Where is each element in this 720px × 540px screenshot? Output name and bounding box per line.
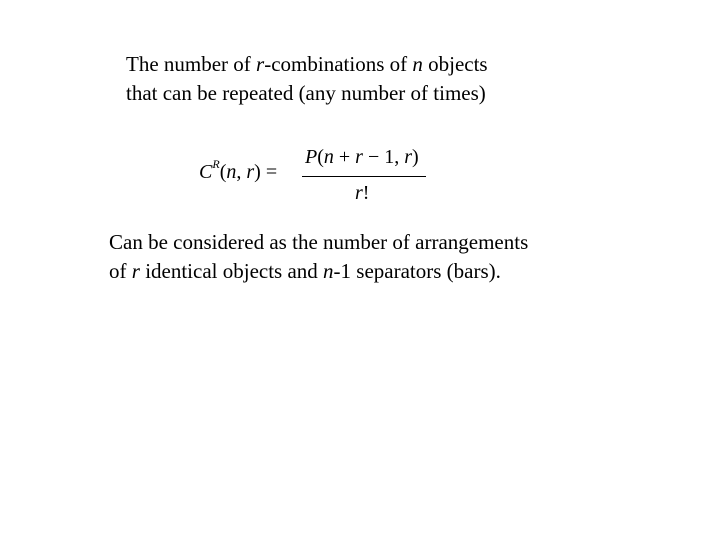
denominator-factorial: !: [362, 182, 370, 204]
numerator-minus-one: − 1,: [362, 146, 405, 168]
intro-line-1: [126, 50, 488, 79]
intro-line-1-part-3: objects: [422, 52, 488, 76]
intro-text: [126, 50, 488, 108]
conclusion-line-2-part-1: of: [109, 259, 132, 283]
variable-n: n: [412, 52, 423, 76]
numerator-r: r: [355, 146, 363, 168]
conclusion-line-2-part-3: -1 separators (bars).: [333, 259, 501, 283]
numerator-close-paren: ): [412, 146, 419, 168]
formula-c-symbol: C: [199, 161, 213, 183]
combination-formula: [199, 146, 439, 208]
intro-line-1-part-2: -combinations of: [264, 52, 413, 76]
formula-equals: =: [260, 161, 278, 183]
denominator-r: r: [355, 182, 363, 204]
variable-n: n: [323, 259, 334, 283]
formula-denominator: [355, 182, 369, 205]
numerator-n: n: [323, 146, 334, 168]
formula-comma: ,: [236, 161, 247, 183]
conclusion-line-2-part-2: identical objects and: [139, 259, 324, 283]
fraction-bar: [302, 176, 426, 177]
variable-r: r: [256, 52, 265, 76]
numerator-plus: +: [333, 146, 356, 168]
numerator-open-paren: (: [317, 146, 324, 168]
intro-line-2: that can be repeated (any number of times): [126, 81, 486, 105]
conclusion-text: [109, 228, 528, 286]
conclusion-line-2: [109, 257, 528, 286]
formula-open-paren: (: [219, 161, 227, 183]
formula-n: n: [226, 161, 237, 183]
formula-close-paren: ): [254, 161, 261, 183]
conclusion-line-1: Can be considered as the number of arrangements: [109, 230, 529, 254]
numerator-r2: r: [404, 146, 413, 168]
intro-line-1-part-1: The number of: [126, 52, 257, 76]
formula-numerator: [305, 146, 419, 169]
variable-r: r: [131, 259, 140, 283]
formula-r-superscript: R: [212, 157, 220, 171]
formula-r: r: [246, 161, 255, 183]
numerator-p: P: [305, 146, 318, 168]
formula-lhs: [199, 157, 278, 184]
